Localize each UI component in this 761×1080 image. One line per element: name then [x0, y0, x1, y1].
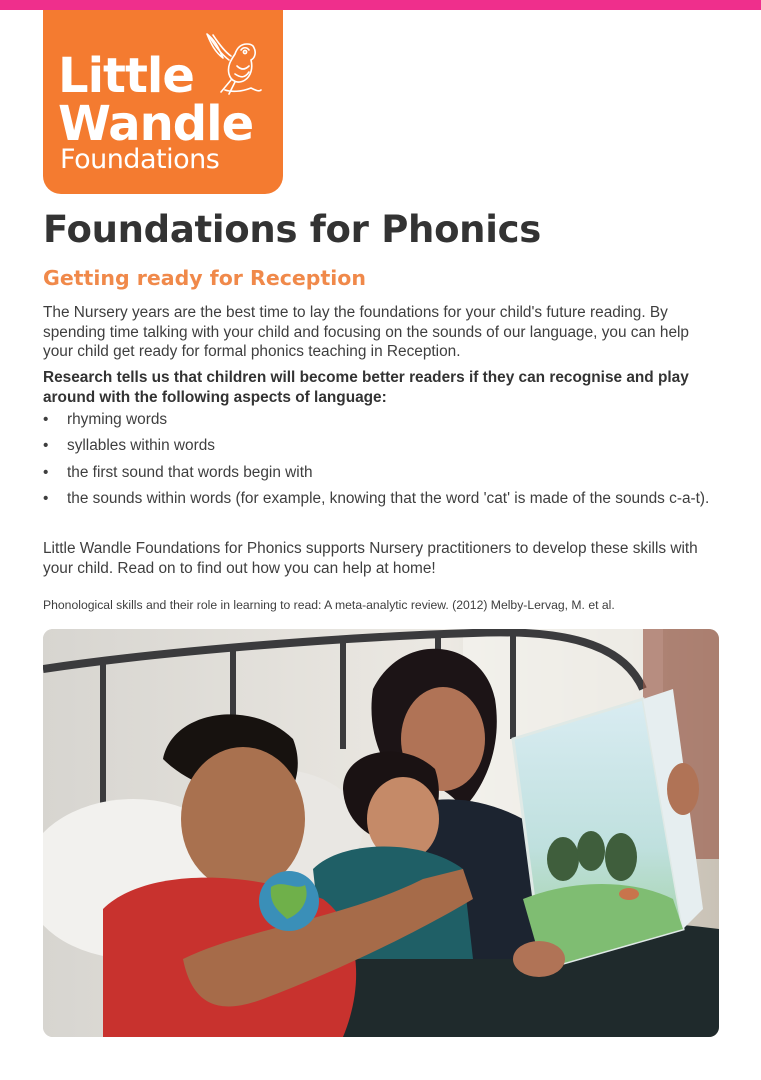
logo-line-wandle: Wandle [58, 96, 254, 152]
list-item-text: syllables within words [67, 437, 215, 455]
intro-paragraph: The Nursery years are the best time to lay the foundations for your child's future reading. By spending time talking with your child and focusing on the sounds of our language, you can help your child get ready for formal phonics teaching in Reception. [43, 304, 689, 360]
reference-citation: Phonological skills and their role in learning to read: A meta-analytic review. (2012) Melby-Lervag, M. et al. [43, 598, 615, 612]
list-item [43, 463, 723, 483]
logo-line-foundations: Foundations [60, 144, 220, 175]
outro-paragraph: Little Wandle Foundations for Phonics supports Nursery practitioners to develop these skills with your child. Read on to find out how you can help at home! [43, 540, 698, 577]
family-reading-photo [43, 629, 719, 1037]
list-item-text: the sounds within words (for example, knowing that the word 'cat' is made of the sounds c-a-t). [67, 489, 710, 507]
list-item-text: rhyming words [67, 411, 168, 428]
bullet: • [43, 463, 49, 481]
list-item [43, 410, 723, 430]
list-item-text: the first sound that words begin with [67, 463, 313, 481]
owl-icon [201, 30, 263, 98]
family-reading-illustration [43, 629, 719, 1037]
logo-line-little: Little [58, 48, 194, 104]
little-wandle-logo [43, 10, 283, 194]
page-subtitle: Getting ready for Reception [43, 266, 366, 290]
aspects-list [43, 410, 723, 515]
top-accent-bar [0, 0, 761, 10]
research-paragraph: Research tells us that children will become better readers if they can recognise and play around with the following aspects of language: [43, 369, 689, 406]
list-item [43, 436, 723, 456]
list-item [43, 489, 723, 509]
page-title: Foundations for Phonics [43, 208, 541, 251]
bullet: • [43, 437, 49, 455]
bullet: • [43, 411, 49, 428]
bullet: • [43, 489, 49, 507]
